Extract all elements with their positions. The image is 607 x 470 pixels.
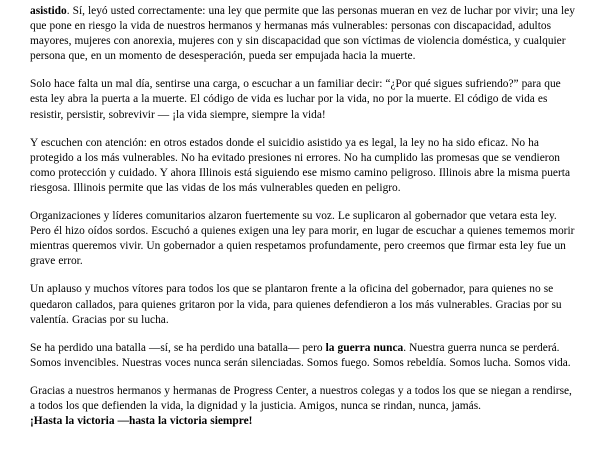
emphasis-text: ¡Hasta la victoria —hasta la victoria siempre! bbox=[30, 415, 253, 428]
emphasis-text: la guerra nunca bbox=[325, 341, 404, 354]
body-text: . Nuestra guerra nunca se perderá. Somos invencibles. Nuestras voces nunca serán silenciadas. Somos fuego. Somos rebeldía. Somos lucha. Somos vida. bbox=[30, 341, 571, 369]
paragraph bbox=[30, 384, 577, 414]
paragraph bbox=[30, 77, 577, 122]
paragraph bbox=[30, 282, 577, 327]
document-body bbox=[30, 4, 577, 429]
body-text: Organizaciones y líderes comunitarios alzaron fuertemente su voz. Le suplicaron al gobernador que vetara esta ley. Pero él hizo oídos sordos. Escuchó a quienes exigen una ley para morir, en lugar de escuchar a quienes tememos morir mientras queremos vivir. Un gobernador a quien respetamos profundamente, pero creemos que firmar esta ley fue un grave error. bbox=[30, 210, 575, 268]
body-text: Se ha perdido una batalla —sí, se ha perdido una batalla— pero bbox=[30, 341, 326, 354]
body-text: . Sí, leyó usted correctamente: una ley que permite que las personas mueran en vez de luchar por vivir; una ley que pone en riesgo la vida de nuestros hermanos y hermanas más vulnerables: personas con discapacidad, adultos mayores, mujeres con anorexia, mujeres con y sin discapacidad que son víctimas de violencia doméstica, y cualquier persona que, en un momento de desesperación, pueda ser empujada hacia la muerte. bbox=[30, 5, 575, 63]
body-text: Gracias a nuestros hermanos y hermanas de Progress Center, a nuestros colegas y a todos los que se niegan a rendirse, a todos los que defienden la vida, la dignidad y la justicia. Amigos, nunca se rindan, nunca, jamás. bbox=[30, 384, 572, 412]
body-text: Solo hace falta un mal día, sentirse una carga, o escuchar a un familiar decir: “¿Por qué sigues sufriendo?” para que esta ley abra la puerta a la muerte. El código de vida es luchar por la vida, no por la muerte. El código de vida es resistir, persistir, sobrevivir — ¡la vida siempre, siempre la vida! bbox=[30, 78, 561, 121]
body-text: Y escuchen con atención: en otros estados donde el suicidio asistido ya es legal, la ley no ha sido eficaz. No ha protegido a los más vulnerables. No ha evitado presiones ni errores. No ha cumplido las promesas que se vendieron como protección y cuidado. Y ahora Illinois está siguiendo ese mismo camino peligroso. Illinois abre la misma puerta riesgosa. Illinois permite que las vidas de los más vulnerables queden en peligro. bbox=[30, 136, 570, 194]
paragraph bbox=[30, 209, 577, 269]
paragraph bbox=[30, 414, 577, 429]
emphasis-text: asistido bbox=[30, 5, 67, 17]
paragraph bbox=[30, 341, 577, 371]
paragraph bbox=[30, 4, 577, 64]
paragraph bbox=[30, 136, 577, 196]
body-text: Un aplauso y muchos vítores para todos los que se plantaron frente a la oficina del gobernador, para quienes no se quedaron callados, para quienes gritaron por la vida, para quienes defendieron a los más vulnerables. Gracias por su valentía. Gracias por su lucha. bbox=[30, 283, 562, 326]
